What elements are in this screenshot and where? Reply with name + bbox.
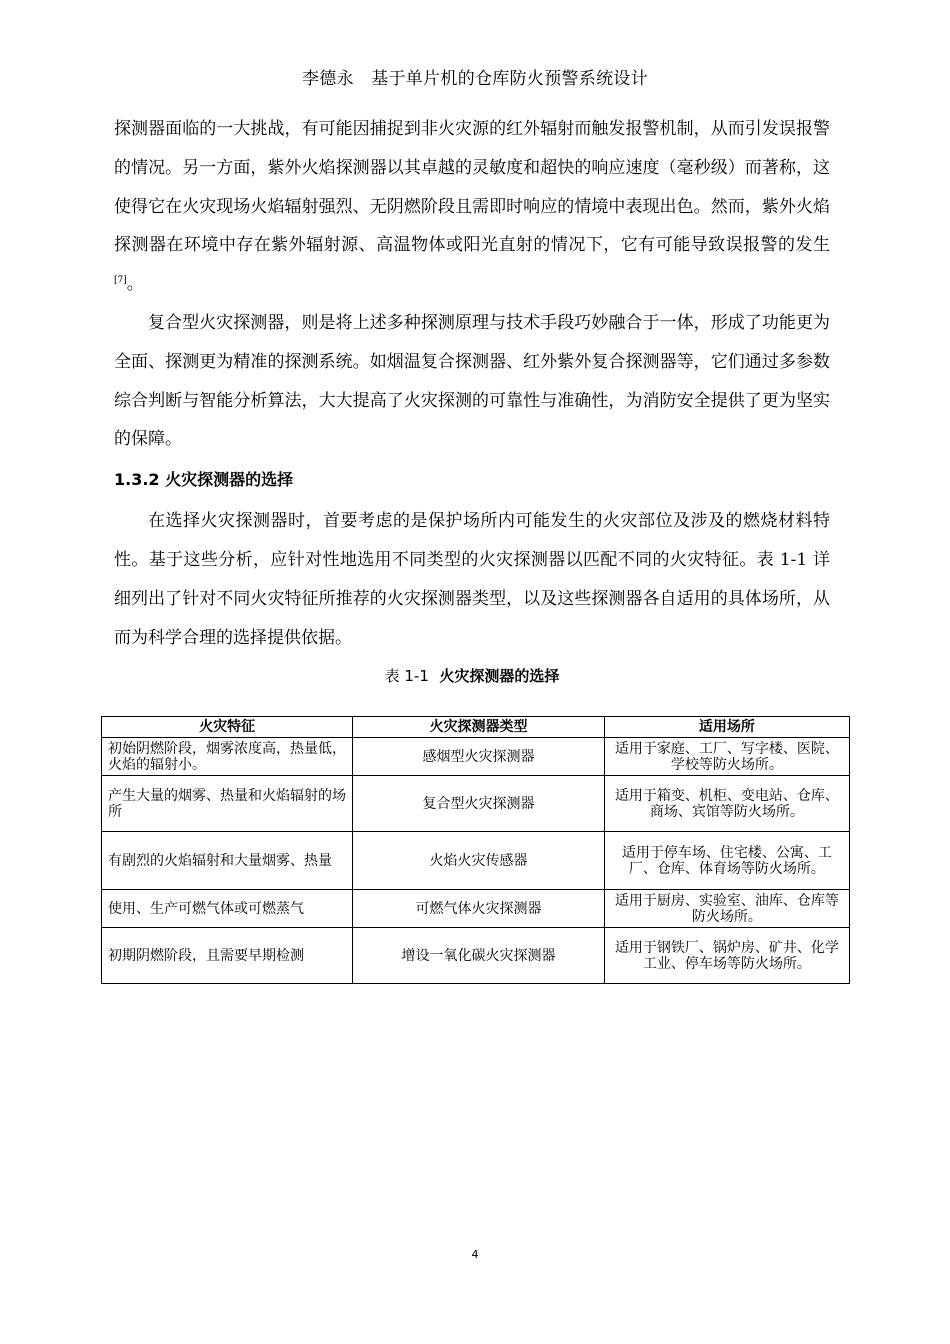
paragraph-1-end: 。 xyxy=(126,274,144,295)
cell-detector-type: 火焰火灾传感器 xyxy=(353,832,604,890)
header-fire-feature: 火灾特征 xyxy=(102,717,353,738)
cell-applicable-place: 适用于厨房、实验室、油库、仓库等防火场所。 xyxy=(604,890,849,928)
cell-detector-type: 可燃气体火灾探测器 xyxy=(353,890,604,928)
section-heading-1-3-2: 1.3.2 火灾探测器的选择 xyxy=(114,470,294,490)
cell-detector-type: 感烟型火灾探测器 xyxy=(353,738,604,776)
table-caption-number: 表 1-1 xyxy=(384,667,429,686)
cell-fire-feature: 有剧烈的火焰辐射和大量烟雾、热量 xyxy=(102,832,353,890)
header-detector-type: 火灾探测器类型 xyxy=(353,717,604,738)
table-caption xyxy=(114,665,830,687)
cell-detector-type: 复合型火灾探测器 xyxy=(353,776,604,832)
table-row xyxy=(102,832,850,890)
cell-fire-feature: 初始阴燃阶段，烟雾浓度高，热量低，火焰的辐射小。 xyxy=(102,738,353,776)
paragraph-1 xyxy=(114,110,830,304)
paragraph-1-text: 探测器面临的一大挑战，有可能因捕捉到非火灾源的红外辐射而触发报警机制，从而引发误报警的情况。另一方面，紫外火焰探测器以其卓越的灵敏度和超快的响应速度（毫秒级）而著称，这使得它在火灾现场火焰辐射强烈、无阴燃阶段且需即时响应的情境中表现出色。然而，紫外火焰探测器在环境中存在紫外辐射源、高温物体或阳光直射的情况下，它有可能导致误报警的发生 xyxy=(114,119,830,256)
table-row xyxy=(102,738,850,776)
paragraph-2: 复合型火灾探测器，则是将上述多种探测原理与技术手段巧妙融合于一体，形成了功能更为全面、探测更为精准的探测系统。如烟温复合探测器、红外紫外复合探测器等，它们通过多参数综合判断与智能分析算法，大大提高了火灾探测的可靠性与准确性，为消防安全提供了更为坚实的保障。 xyxy=(114,312,830,450)
cell-applicable-place: 适用于箱变、机柜、变电站、仓库、商场、宾馆等防火场所。 xyxy=(604,776,849,832)
main-content xyxy=(114,110,830,695)
cell-applicable-place: 适用于钢铁厂、锅炉房、矿井、化学工业、停车场等防火场所。 xyxy=(604,928,849,984)
header-applicable-place: 适用场所 xyxy=(604,717,849,738)
table-row xyxy=(102,776,850,832)
cell-applicable-place: 适用于家庭、工厂、写字楼、医院、学校等防火场所。 xyxy=(604,738,849,776)
page-number: 4 xyxy=(471,1248,479,1261)
paragraph-3: 在选择火灾探测器时，首要考虑的是保护场所内可能发生的火灾部位及涉及的燃烧材料特性。基于这些分析，应针对性地选用不同类型的火灾探测器以匹配不同的火灾特征。表 1-1 详细列出了针对不同火灾特征所推荐的火灾探测器类型，以及这些探测器各自适用的具体场所，从而为科学合理的选择提供依据。 xyxy=(114,511,830,648)
cell-fire-feature: 初期阴燃阶段，且需要早期检测 xyxy=(102,928,353,984)
table-header-row xyxy=(102,717,850,738)
table-row xyxy=(102,928,850,984)
cell-detector-type: 增设一氧化碳火灾探测器 xyxy=(353,928,604,984)
cell-fire-feature: 使用、生产可燃气体或可燃蒸气 xyxy=(102,890,353,928)
citation-7: [7] xyxy=(114,275,127,286)
table-caption-title: 火灾探测器的选择 xyxy=(439,667,560,686)
cell-fire-feature: 产生大量的烟雾、热量和火焰辐射的场所 xyxy=(102,776,353,832)
detector-selection-table xyxy=(101,716,850,984)
running-header: 李德永 基于单片机的仓库防火预警系统设计 xyxy=(302,69,648,89)
table-row xyxy=(102,890,850,928)
cell-applicable-place: 适用于停车场、住宅楼、公寓、工厂、仓库、体育场等防火场所。 xyxy=(604,832,849,890)
